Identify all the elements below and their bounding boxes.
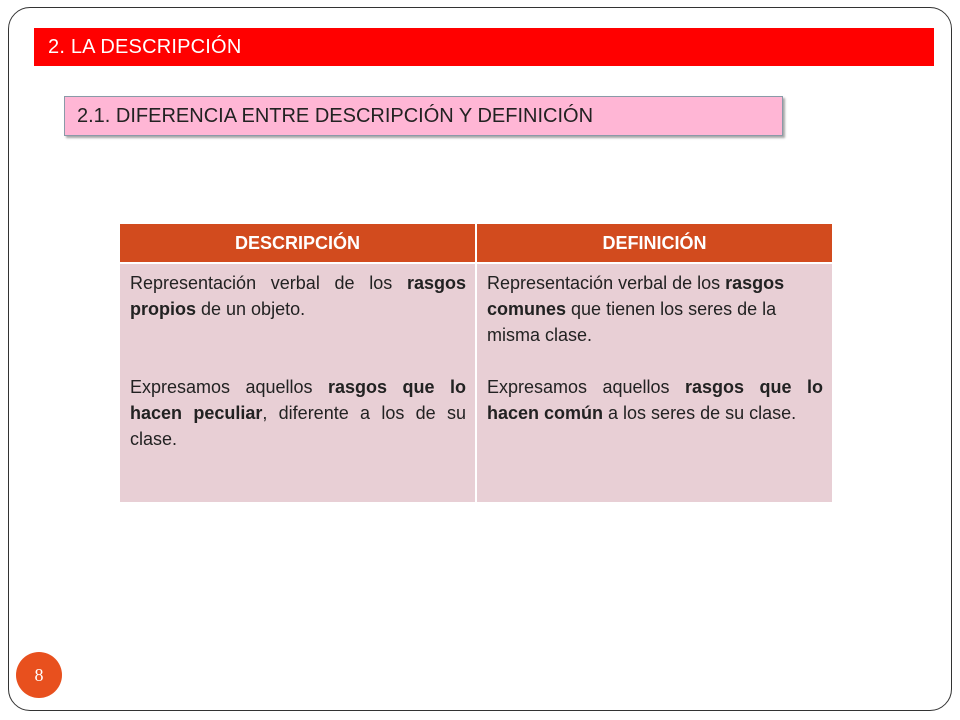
section-subtitle: 2.1. DIFERENCIA ENTRE DESCRIPCIÓN Y DEFINICIÓN — [64, 96, 783, 136]
comparison-table — [120, 224, 832, 502]
header-descripcion: DESCRIPCIÓN — [120, 224, 476, 263]
highlight-rasgos-peculiar: rasgos que lo hacen peculiar — [130, 377, 466, 423]
highlight-rasgos-propios: rasgos propios — [130, 273, 466, 319]
header-definicion: DEFINICIÓN — [476, 224, 832, 263]
table-row — [120, 263, 832, 502]
highlight-rasgos-comun: rasgos que lo hacen común — [487, 377, 823, 423]
definicion-paragraph-1: Representación verbal de los rasgos comunes que tienen los seres de la misma clase. — [487, 273, 785, 345]
table-header-row — [120, 224, 832, 263]
highlight-rasgos-comunes: rasgos comunes — [487, 273, 785, 319]
slide-title: 2. LA DESCRIPCIÓN — [34, 28, 934, 66]
descripcion-paragraph-1: Representación verbal de los rasgos propios de un objeto. — [130, 273, 466, 319]
page-number-badge: 8 — [16, 652, 62, 698]
descripcion-paragraph-2: Expresamos aquellos rasgos que lo hacen peculiar, diferente a los de su clase. — [130, 377, 466, 449]
definicion-paragraph-2: Expresamos aquellos rasgos que lo hacen común a los seres de su clase. — [487, 377, 823, 423]
cell-definicion — [476, 263, 832, 502]
cell-descripcion — [120, 263, 476, 502]
